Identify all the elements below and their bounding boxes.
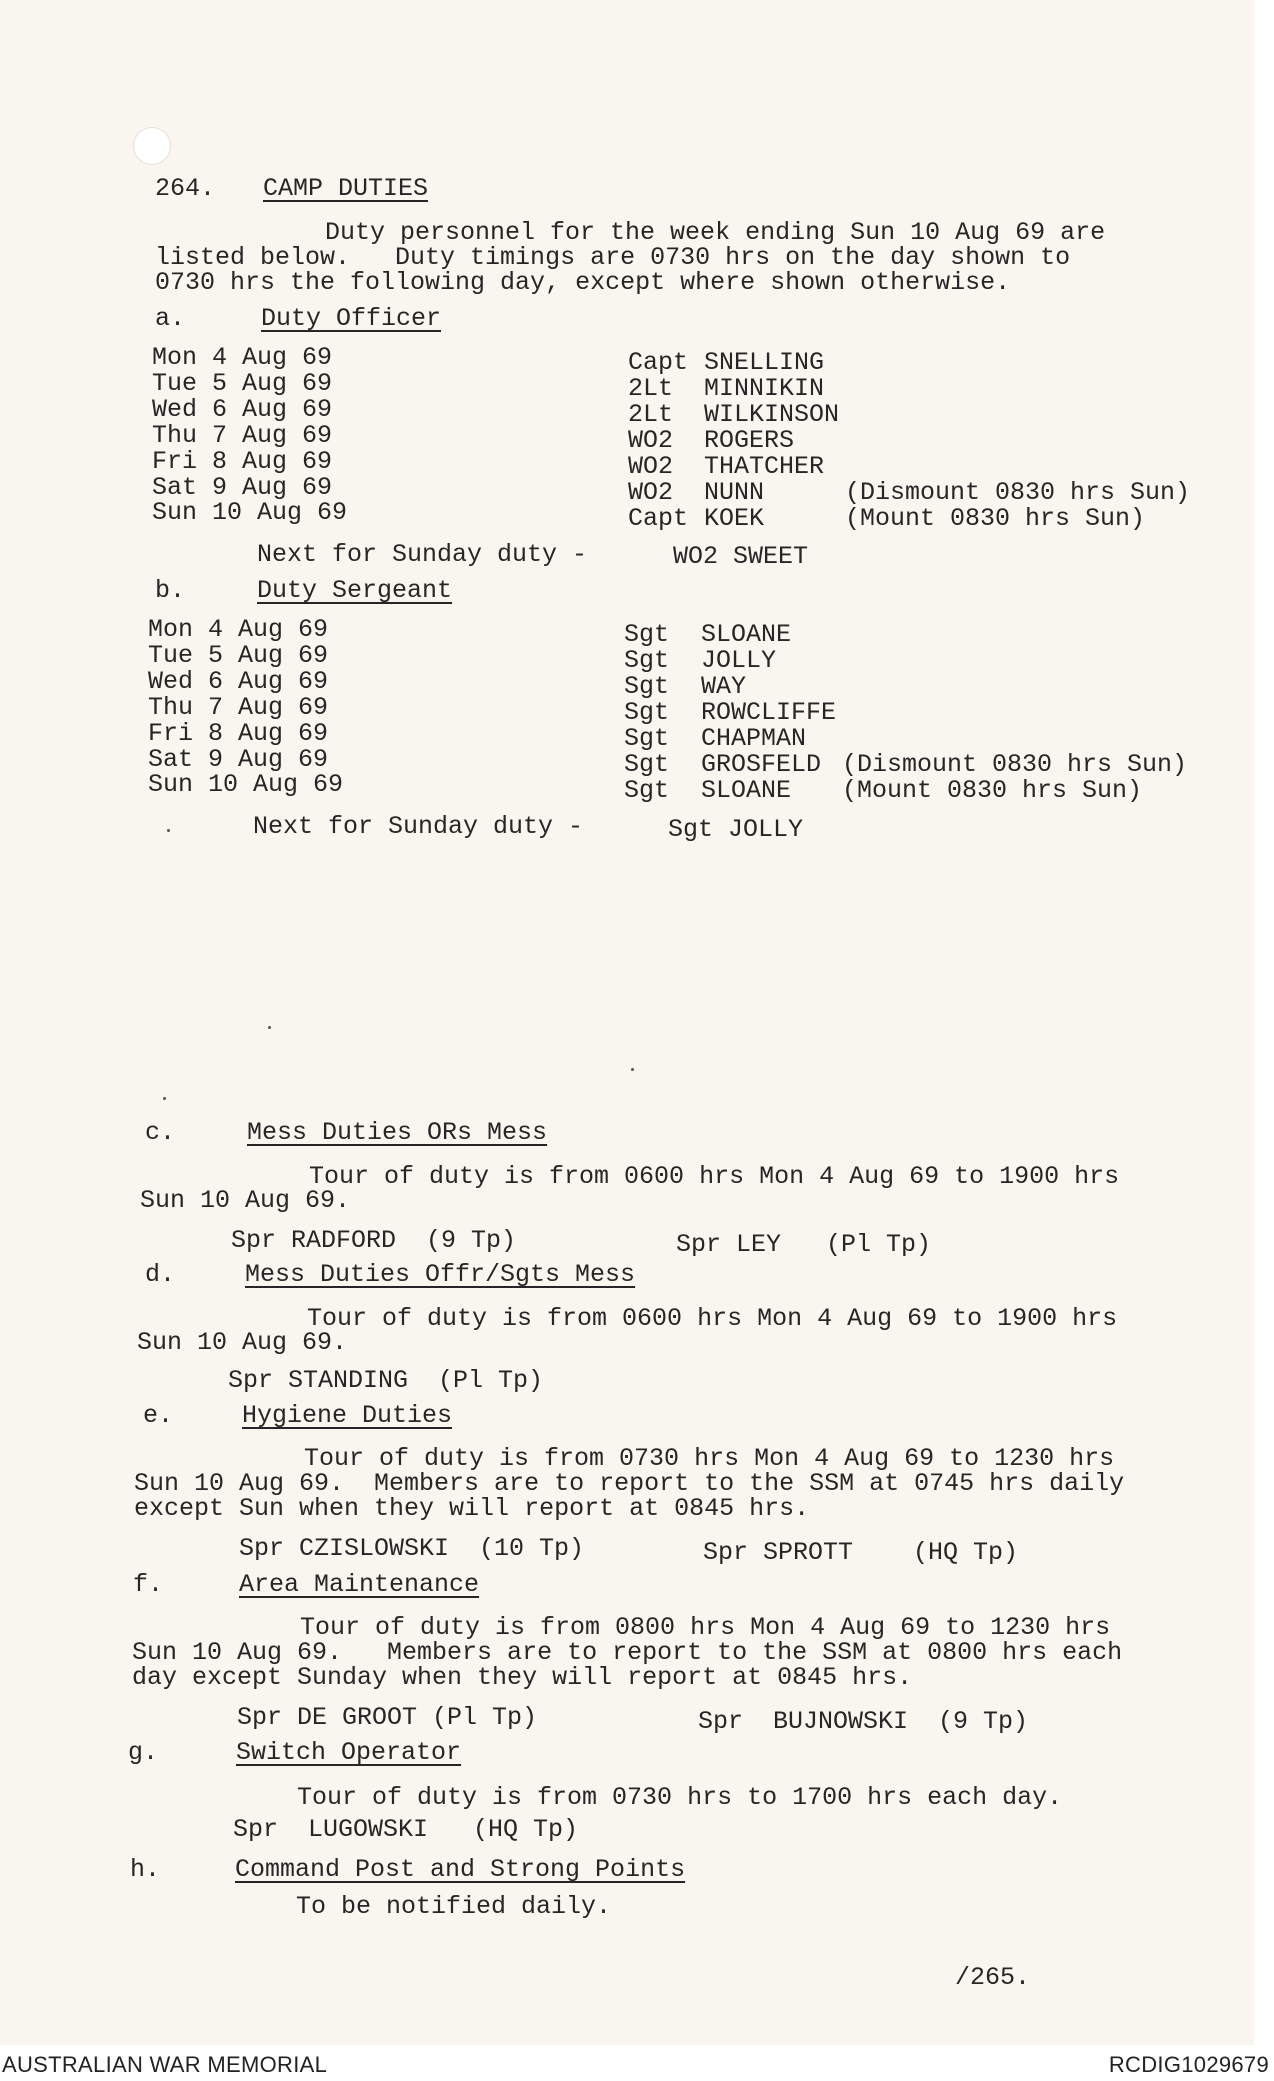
area-maintenance-heading: Area Maintenance xyxy=(239,1570,480,1599)
ink-speck xyxy=(268,1026,271,1029)
section-letter-h: h. xyxy=(130,1855,161,1884)
punch-hole xyxy=(133,127,171,165)
roster-rank: WO2 xyxy=(628,452,674,481)
roster-note: (Dismount 0830 hrs Sun) xyxy=(845,478,1191,507)
roster-name: WAY xyxy=(701,672,747,701)
roster-name: JOLLY xyxy=(701,646,777,675)
roster-rank: Sgt xyxy=(624,646,670,675)
footer-record-id: RCDIG1029679 xyxy=(1108,2052,1269,2077)
mess-ors-person: Spr RADFORD (9 Tp) xyxy=(231,1226,517,1255)
roster-date: Wed 6 Aug 69 xyxy=(148,667,329,696)
roster-rank: Sgt xyxy=(624,750,670,779)
roster-rank: Sgt xyxy=(624,620,670,649)
area-text-line: Tour of duty is from 0800 hrs Mon 4 Aug 69 to 1230 hrs xyxy=(300,1613,1111,1642)
mess-offr-person: Spr STANDING (Pl Tp) xyxy=(228,1366,544,1395)
roster-rank: Sgt xyxy=(624,672,670,701)
roster-name: NUNN xyxy=(704,478,765,507)
roster-name: ROGERS xyxy=(704,426,795,455)
intro-line-1: Duty personnel for the week ending Sun 10 Aug 69 are xyxy=(325,218,1106,247)
paragraph-number: 264. xyxy=(155,174,216,203)
next-sunday-value: WO2 SWEET xyxy=(673,542,809,571)
roster-date: Mon 4 Aug 69 xyxy=(148,615,329,644)
section-letter-e: e. xyxy=(143,1401,174,1430)
duty-sergeant-heading: Duty Sergeant xyxy=(257,576,453,605)
section-letter-a: a. xyxy=(155,304,186,333)
roster-date: Thu 7 Aug 69 xyxy=(152,421,333,450)
section-letter-g: g. xyxy=(128,1738,159,1767)
mess-offr-text-line: Tour of duty is from 0600 hrs Mon 4 Aug 69 to 1900 hrs xyxy=(307,1304,1118,1333)
section-letter-b: b. xyxy=(155,576,186,605)
roster-rank: 2Lt xyxy=(628,374,674,403)
roster-note: (Dismount 0830 hrs Sun) xyxy=(842,750,1188,779)
intro-line-3: 0730 hrs the following day, except where shown otherwise. xyxy=(155,268,1011,297)
next-sunday-label: Next for Sunday duty - xyxy=(257,540,588,569)
roster-rank: WO2 xyxy=(628,426,674,455)
mess-offr-text-line: Sun 10 Aug 69. xyxy=(137,1328,348,1357)
mess-ors-text-line: Tour of duty is from 0600 hrs Mon 4 Aug 69 to 1900 hrs xyxy=(309,1162,1120,1191)
roster-date: Fri 8 Aug 69 xyxy=(152,447,333,476)
roster-date: Sun 10 Aug 69 xyxy=(152,498,348,527)
roster-date: Mon 4 Aug 69 xyxy=(152,343,333,372)
roster-date: Sat 9 Aug 69 xyxy=(152,473,333,502)
command-text-line: To be notified daily. xyxy=(296,1892,612,1921)
roster-rank: Capt xyxy=(628,348,689,377)
area-text-line: day except Sunday when they will report at 0845 hrs. xyxy=(132,1663,913,1692)
roster-name: WILKINSON xyxy=(704,400,840,429)
roster-name: KOEK xyxy=(704,504,765,533)
hygiene-text-line: except Sun when they will report at 0845 hrs. xyxy=(134,1494,810,1523)
hygiene-person: Spr SPROTT (HQ Tp) xyxy=(703,1538,1019,1567)
roster-date: Thu 7 Aug 69 xyxy=(148,693,329,722)
roster-name: THATCHER xyxy=(704,452,825,481)
roster-name: SLOANE xyxy=(701,776,792,805)
roster-date: Sat 9 Aug 69 xyxy=(148,745,329,774)
roster-rank: Sgt xyxy=(624,724,670,753)
area-text-line: Sun 10 Aug 69. Members are to report to the SSM at 0800 hrs each xyxy=(132,1638,1123,1667)
hygiene-text-line: Tour of duty is from 0730 hrs Mon 4 Aug 69 to 1230 hrs xyxy=(304,1444,1115,1473)
roster-name: CHAPMAN xyxy=(701,724,807,753)
mess-ors-heading: Mess Duties ORs Mess xyxy=(247,1118,548,1147)
hygiene-person: Spr CZISLOWSKI (10 Tp) xyxy=(239,1534,585,1563)
mess-ors-person: Spr LEY (Pl Tp) xyxy=(676,1230,932,1259)
ink-speck xyxy=(631,1068,634,1071)
roster-date: Wed 6 Aug 69 xyxy=(152,395,333,424)
roster-note: (Mount 0830 hrs Sun) xyxy=(842,776,1143,805)
roster-rank: WO2 xyxy=(628,478,674,507)
roster-date: Sun 10 Aug 69 xyxy=(148,770,344,799)
roster-note: (Mount 0830 hrs Sun) xyxy=(845,504,1146,533)
roster-name: SLOANE xyxy=(701,620,792,649)
page-title: CAMP DUTIES xyxy=(263,174,429,203)
mess-offr-heading: Mess Duties Offr/Sgts Mess xyxy=(245,1260,636,1289)
roster-rank: Sgt xyxy=(624,698,670,727)
duty-officer-heading: Duty Officer xyxy=(261,304,442,333)
hygiene-heading: Hygiene Duties xyxy=(242,1401,453,1430)
command-post-heading: Command Post and Strong Points xyxy=(235,1855,686,1884)
section-letter-c: c. xyxy=(145,1118,176,1147)
roster-rank: Capt xyxy=(628,504,689,533)
area-person: Spr BUJNOWSKI (9 Tp) xyxy=(698,1707,1029,1736)
ink-speck xyxy=(167,829,170,832)
switch-person: Spr LUGOWSKI (HQ Tp) xyxy=(233,1815,579,1844)
section-letter-f: f. xyxy=(133,1570,164,1599)
hygiene-text-line: Sun 10 Aug 69. Members are to report to the SSM at 0745 hrs daily xyxy=(134,1469,1125,1498)
switch-operator-heading: Switch Operator xyxy=(236,1738,462,1767)
roster-name: ROWCLIFFE xyxy=(701,698,837,727)
roster-date: Tue 5 Aug 69 xyxy=(152,369,333,398)
next-sunday-label: Next for Sunday duty - xyxy=(253,812,584,841)
ink-speck xyxy=(163,1097,166,1100)
area-person: Spr DE GROOT (Pl Tp) xyxy=(237,1703,538,1732)
mess-ors-text-line: Sun 10 Aug 69. xyxy=(140,1186,351,1215)
switch-text-line: Tour of duty is from 0730 hrs to 1700 hrs each day. xyxy=(297,1783,1063,1812)
footer-source: AUSTRALIAN WAR MEMORIAL xyxy=(2,2052,328,2077)
roster-rank: Sgt xyxy=(624,776,670,805)
section-letter-d: d. xyxy=(145,1260,176,1289)
roster-name: MINNIKIN xyxy=(704,374,825,403)
roster-date: Tue 5 Aug 69 xyxy=(148,641,329,670)
intro-line-2: listed below. Duty timings are 0730 hrs on the day shown to xyxy=(155,243,1071,272)
roster-date: Fri 8 Aug 69 xyxy=(148,719,329,748)
roster-name: SNELLING xyxy=(704,348,825,377)
next-sunday-value: Sgt JOLLY xyxy=(668,815,804,844)
page-continuation-ref: /265. xyxy=(955,1963,1031,1992)
roster-rank: 2Lt xyxy=(628,400,674,429)
roster-name: GROSFELD xyxy=(701,750,822,779)
